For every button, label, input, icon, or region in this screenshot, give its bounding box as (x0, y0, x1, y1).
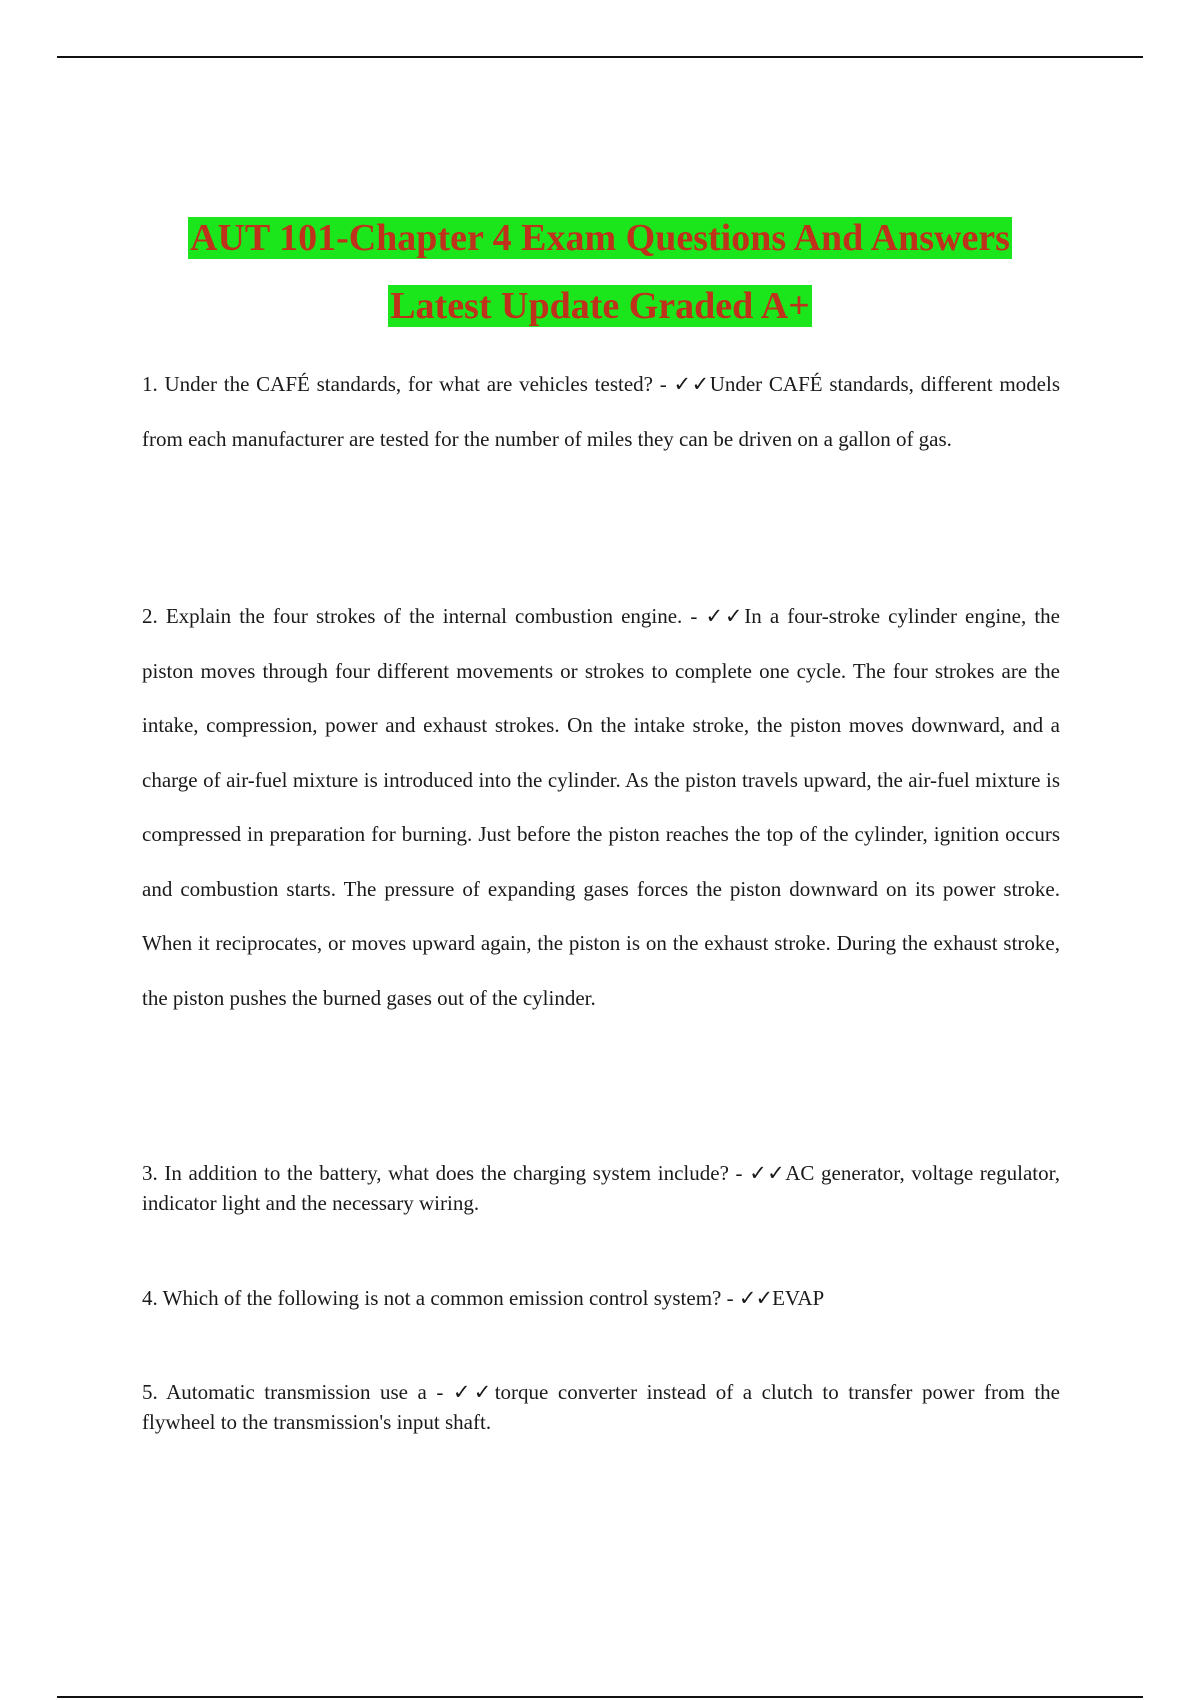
double-check-icon: ✓✓ (749, 1161, 786, 1185)
document-title-line-2 (0, 281, 1200, 331)
title-highlight-2: Latest Update Graded A+ (390, 285, 810, 327)
title-highlight-1: AUT 101-Chapter 4 Exam Questions And Answers (190, 217, 1010, 259)
double-check-icon: ✓✓ (452, 1380, 495, 1404)
question-text: 5. Automatic transmission use a - (142, 1380, 453, 1404)
answer-text: AC generator, voltage regulator, indicator light and the necessary wiring. (142, 1161, 1061, 1215)
qa-item-3 (142, 1158, 1060, 1218)
double-check-icon: ✓✓ (705, 604, 745, 628)
header-rule (57, 56, 1143, 58)
question-text: 2. Explain the four strokes of the internal combustion engine. - (142, 604, 706, 628)
document-title-line-1 (0, 213, 1200, 263)
qa-item-2 (142, 589, 1060, 1025)
question-text: 3. In addition to the battery, what does the charging system include? - (142, 1161, 750, 1185)
question-text: 4. Which of the following is not a common emission control system? - (142, 1286, 739, 1310)
qa-item-1 (142, 357, 1060, 466)
double-check-icon: ✓✓ (738, 1286, 773, 1310)
answer-text: EVAP (772, 1286, 825, 1310)
answer-text: Under CAFÉ standards, different models from each manufacturer are tested for the number of miles they can be driven on a gallon of gas. (142, 372, 1061, 451)
qa-item-4 (142, 1283, 1060, 1313)
footer-rule (57, 1696, 1143, 1698)
qa-item-5 (142, 1377, 1060, 1437)
answer-text: In a four-stroke cylinder engine, the piston moves through four different movements or strokes to complete one cycle. The four strokes are the intake, compression, power and exhaust strokes. On the intake stroke, the piston moves downward, and a charge of air-fuel mixture is introduced into the cylinder. As the piston travels upward, the air-fuel mixture is compressed in preparation for burning. Just before the piston reaches the top of the cylinder, ignition occurs and combustion starts. The pressure of expanding gases forces the piston downward on its power stroke. When it reciprocates, or moves upward again, the piston is on the exhaust stroke. During the exhaust stroke, the piston pushes the burned gases out of the cylinder. (142, 604, 1060, 1010)
double-check-icon: ✓✓ (673, 372, 710, 396)
answer-text: torque converter instead of a clutch to transfer power from the flywheel to the transmission's input shaft. (142, 1380, 1060, 1434)
question-text: 1. Under the CAFÉ standards, for what are vehicles tested? - (142, 372, 674, 396)
